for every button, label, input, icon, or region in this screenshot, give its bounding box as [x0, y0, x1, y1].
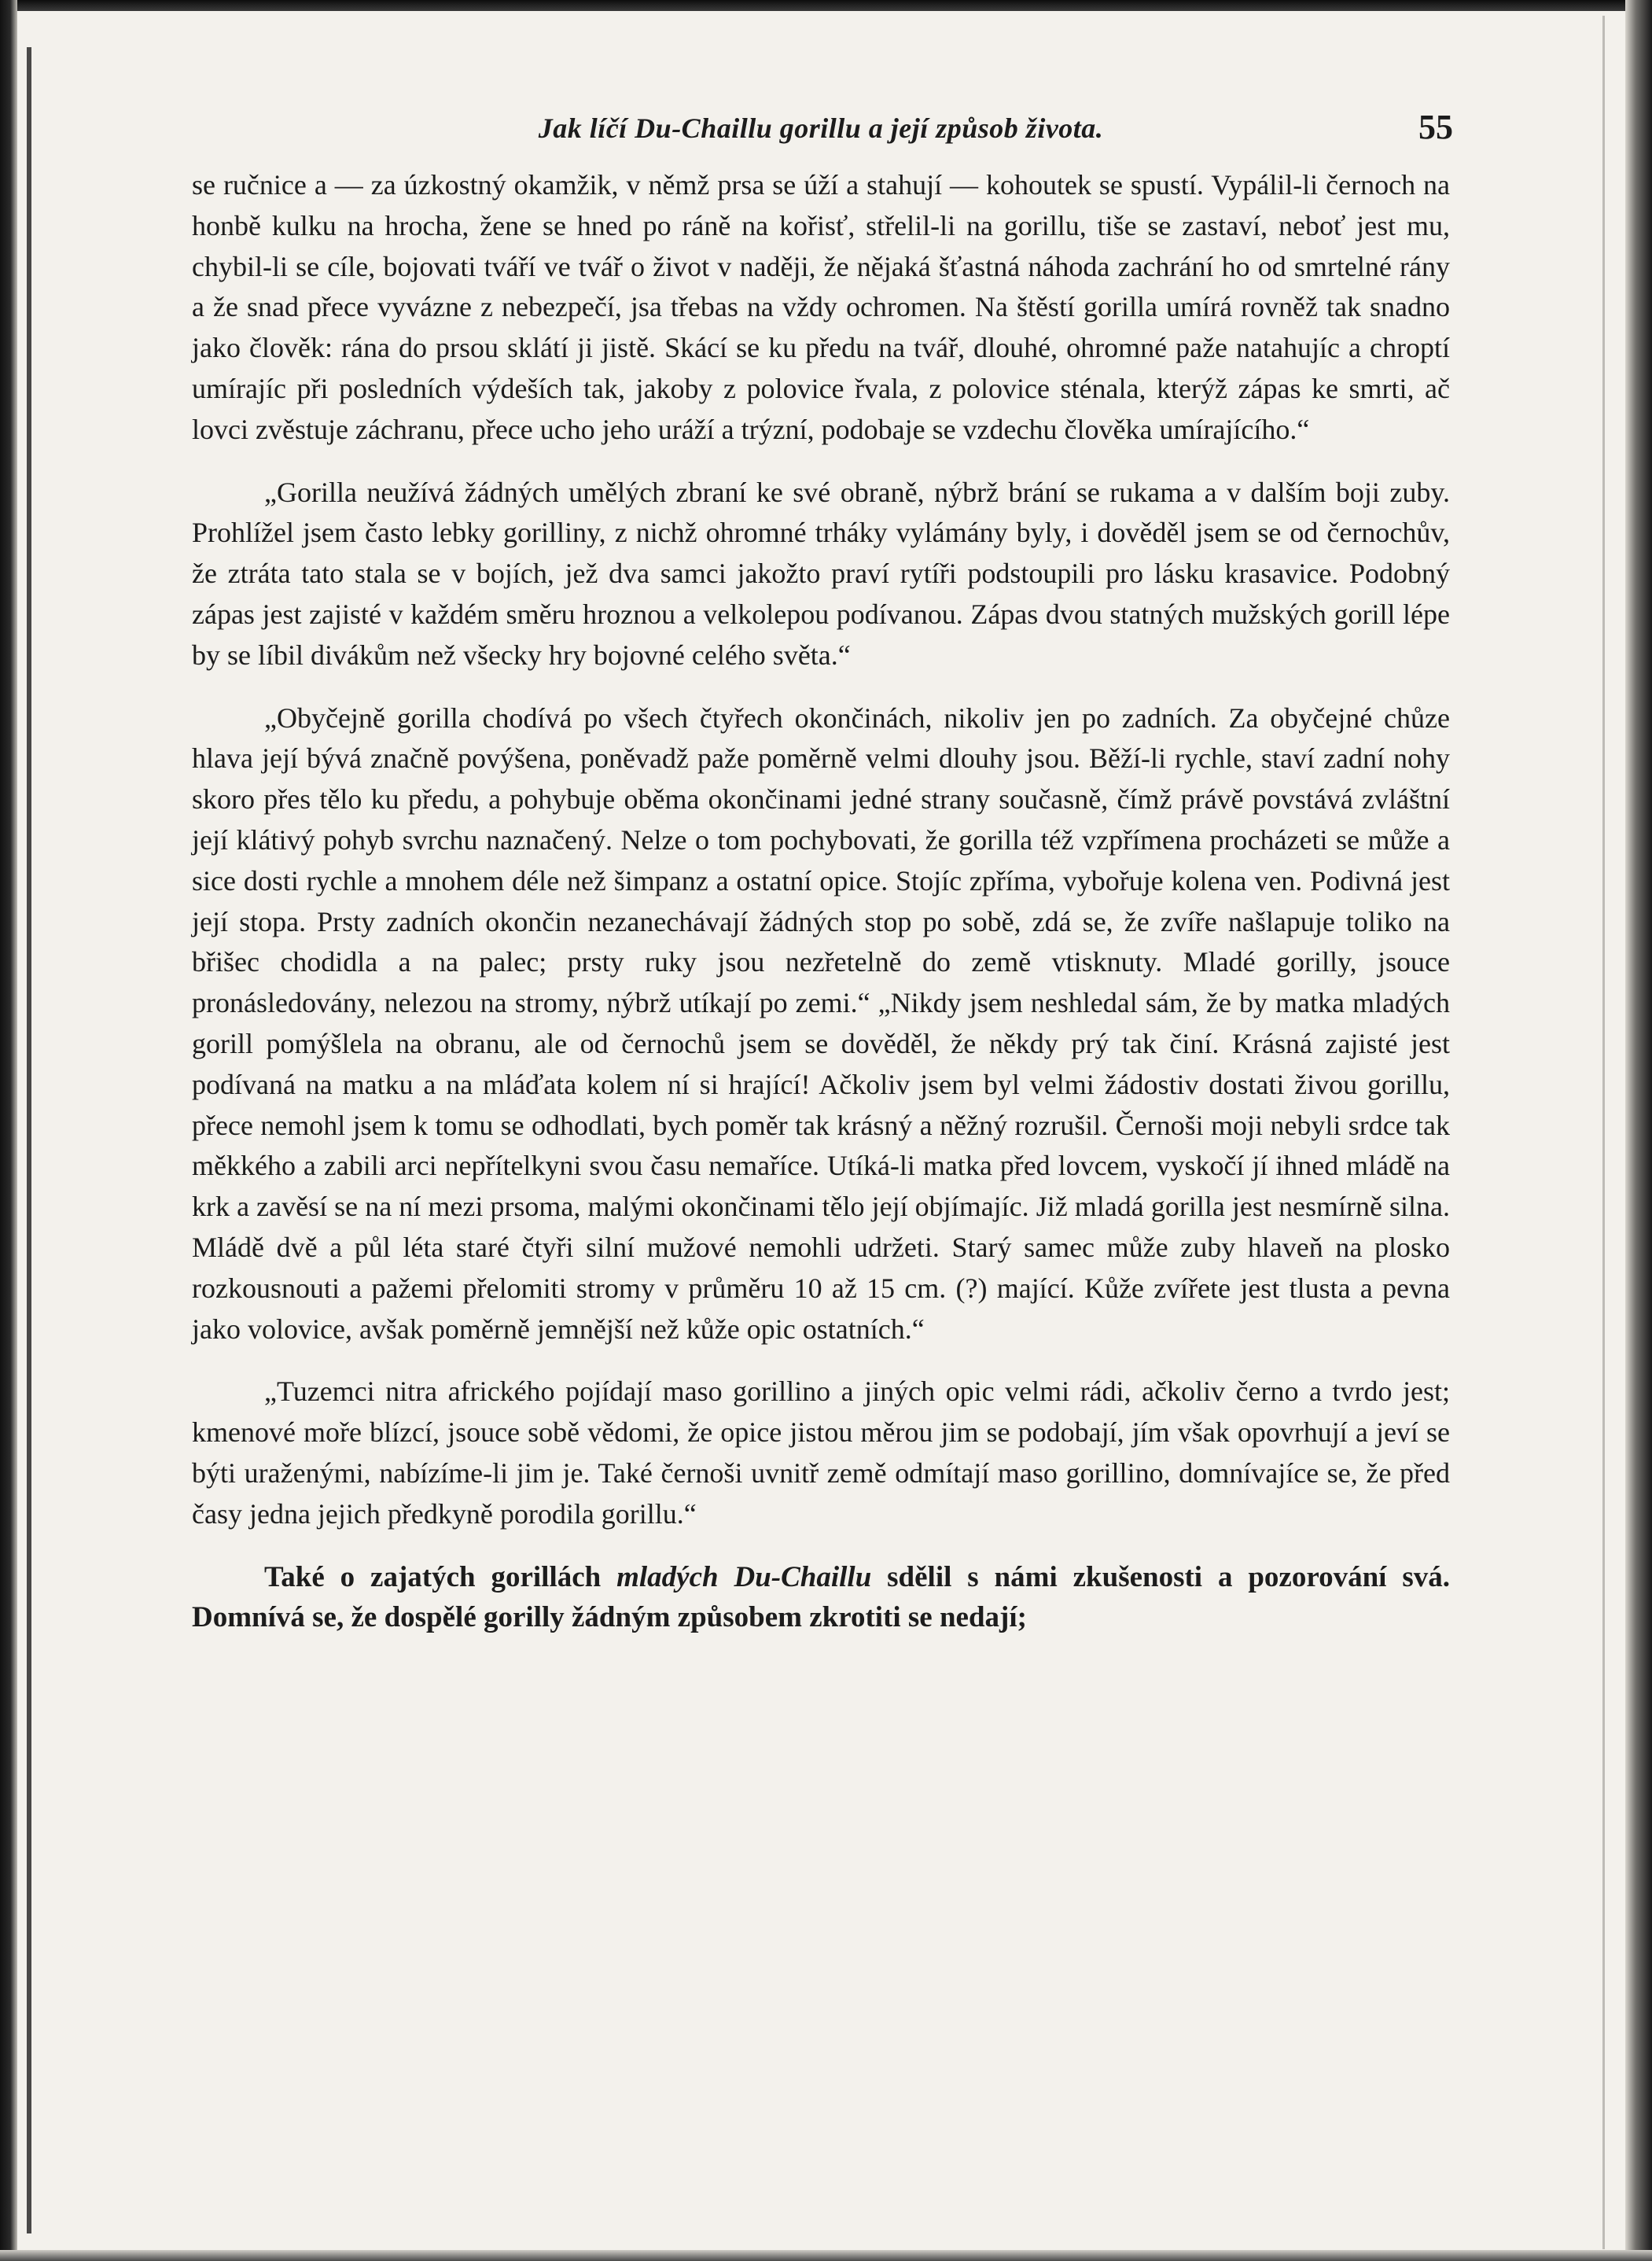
page-number: 55	[1418, 108, 1453, 146]
paragraph-captive-gorillas	[192, 1557, 1450, 1639]
last-paragraph-after: sdělil s námi zkušenosti a pozorování svá. Domnívá se, že dospělé gorilly žádným způsobem zkrotiti se nedají;	[192, 1560, 1450, 1634]
running-title: Jak líčí Du-Chaillu gorillu a její způsob života.	[538, 112, 1104, 144]
paragraph-gorilla-gait: „Obyčejně gorilla chodívá po všech čtyřech okončinách, nikoliv jen po zadních. Za obyčejné chůze hlava její bývá značně povýšena, poněvadž paže poměrně velmi dlouhy jsou. Běží-li rychle, staví zadní nohy skoro přes tělo ku předu, a pohybuje oběma okončinami jedné strany současně, čímž právě povstává zvláštní její klátivý pohyb svrchu naznačený. Nelze o tom pochybovati, že gorilla též vzpřímena procházeti se může a sice dosti rychle a mnohem déle než šimpanz a ostatní opice. Stojíc zpříma, vybořuje kolena ven. Podivná jest její stopa. Prsty zadních okončin nezanechávají žádných stop po sobě, zdá se, že zvíře našlapuje toliko na břišec chodidla a na palec; prsty ruky jsou nezřetelně do země vtisknuty. Mladé gorilly, jsouce pronásledovány, nelezou na stromy, nýbrž utíkají po zemi.“ „Nikdy jsem neshledal sám, že by matka mladých gorill pomýšlela na obranu, ale od černochů jsem se dověděl, že někdy prý tak činí. Krásná zajisté jest podívaná na matku a na mláďata kolem ní si hrající! Ačkoliv jsem byl velmi žádostiv dostati živou gorillu, přece nemohl jsem k tomu se odhodlati, bych poměr tak krásný a něžný rozrušil. Černoši moji nebyli srdce tak měkkého a zabili arci nepřítelkyni svou času nemaříce. Utíká-li matka před lovcem, vyskočí jí ihned mládě na krk a zavěsí se na ní mezi prsoma, malými okončinami tělo její objímajíc. Již mladá gorilla jest nesmírně silna. Mládě dvě a půl léta staré čtyři silní mužové nemohli udržeti. Starý samec může zuby hlaveň na plosko rozkousnouti a pažemi přelomiti stromy v průměru 10 až 15 cm. (?) mající. Kůže zvířete jest tlusta a pevna jako volovice, avšak poměrně jemnější než kůže opic ostatních.“	[192, 701, 1450, 1345]
book-page	[192, 102, 1453, 1638]
running-head	[192, 102, 1453, 165]
body-text	[192, 165, 1450, 1638]
page-fold-line	[1602, 16, 1605, 2249]
last-paragraph-emphasis: mladých Du-Chaillu	[616, 1560, 872, 1593]
scan-border-top	[0, 0, 1652, 11]
scan-border-bottom	[0, 2250, 1652, 2261]
last-paragraph-before: Také o zajatých gorillách	[264, 1560, 617, 1593]
scan-border-right	[1625, 0, 1652, 2261]
scan-border-left	[0, 0, 17, 2261]
binding-edge-line	[27, 47, 31, 2233]
paragraph-gorilla-weapons: „Gorilla neužívá žádných umělých zbraní ke své obraně, nýbrž brání se rukama a v dalším boji zuby. Prohlížel jsem často lebky gorilliny, z nichž ohromné trháky vylámány byly, i dověděl jsem se od černochův, že ztráta tato stala se v bojích, jež dva samci jakožto praví rytíři podstoupili pro lásku krasavice. Podobný zápas jest zajisté v každém směru hroznou a velkolepou podívanou. Zápas dvou statných mužských gorill lépe by se líbil divákům než všecky hry bojovné celého světa.“	[192, 476, 1450, 671]
paragraph-continued: se ručnice a — za úzkostný okamžik, v němž prsa se úží a stahují — kohoutek se spustí. Vypálil-li černoch na honbě kulku na hrocha, žene se hned po ráně na kořisť, střelil-li na gorillu, tiše se zastaví, neboť jest mu, chybil-li se cíle, bojovati tváří ve tvář o život v naději, že nějaká šťastná náhoda zachrání ho od smrtelné rány a že snad přece vyvázne z nebezpečí, jsa třebas na vždy ochromen. Na štěstí gorilla umírá rovněž tak snadno jako člověk: rána do prsou sklátí ji jistě. Skácí se ku předu na tvář, dlouhé, ohromné paže natahujíc a chroptí umírajíc při posledních výdeších tak, jakoby z polovice řvala, z polovice sténala, kterýž zápas ke smrti, ač lovci zvěstuje záchranu, přece ucho jeho uráží a trýzní, podobaje se vzdechu člověka umírajícího.“	[192, 169, 1450, 445]
paragraph-natives: „Tuzemci nitra afrického pojídají maso gorillino a jiných opic velmi rádi, ačkoliv černo a tvrdo jest; kmenové moře blízcí, jsouce sobě vědomi, že opice jistou měrou jim se podobají, jím však opovrhují a jeví se býti uraženými, nabízíme-li jim je. Také černoši uvnitř země odmítají maso gorillino, domnívajíce se, že před časy jedna jejich předkyně porodila gorillu.“	[192, 1375, 1450, 1530]
